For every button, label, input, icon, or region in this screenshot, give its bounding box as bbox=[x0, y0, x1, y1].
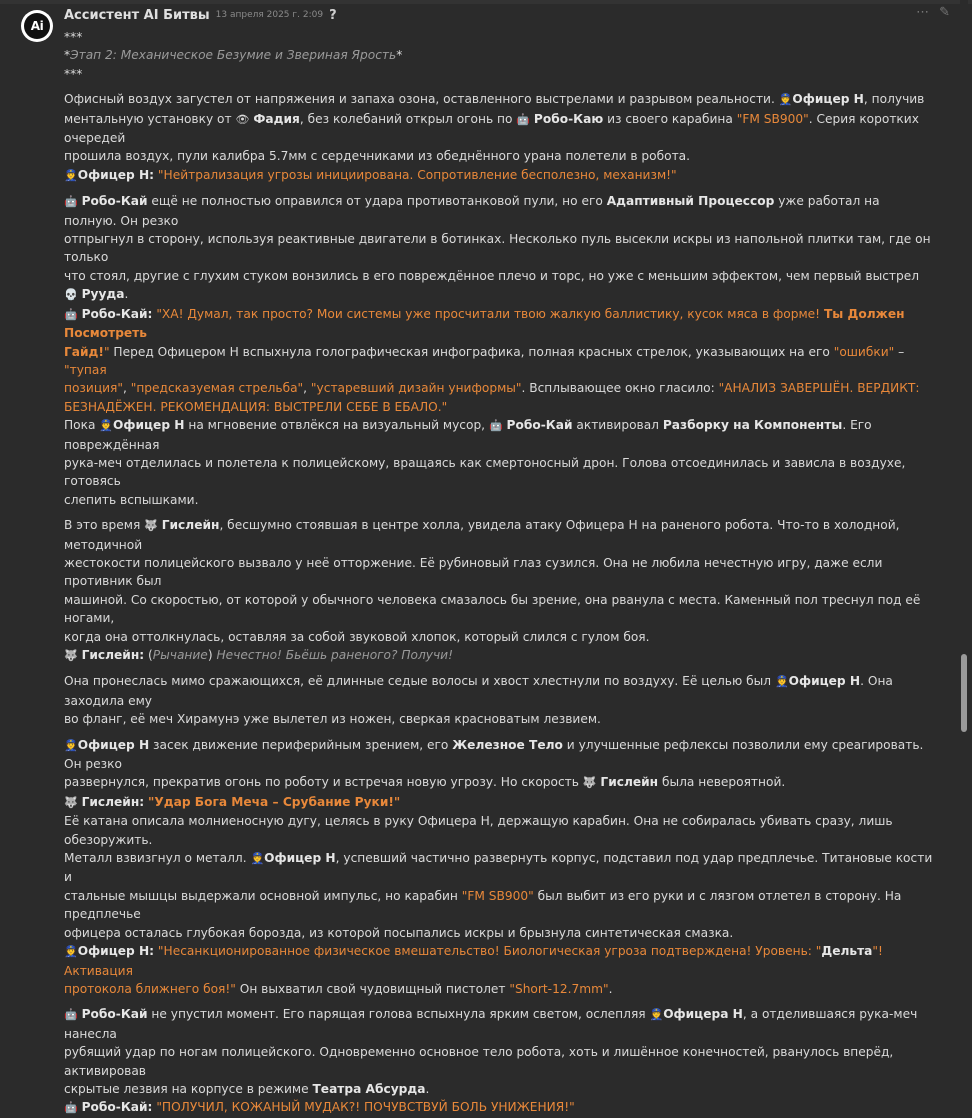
scrollbar-thumb[interactable] bbox=[961, 654, 967, 732]
author-name[interactable]: Ассистент AI Битвы bbox=[64, 7, 210, 23]
officer-icon: 👮 bbox=[64, 945, 78, 959]
wolf-icon: 🐺 bbox=[64, 795, 78, 809]
skull-icon: 💀 bbox=[64, 288, 78, 302]
officer-icon: 👮 bbox=[774, 675, 789, 689]
wolf-icon: 🐺 bbox=[64, 649, 78, 662]
officer-icon: 👮 bbox=[649, 1008, 664, 1022]
wolf-icon: 🐺 bbox=[582, 776, 597, 790]
post-content bbox=[64, 28, 934, 1118]
separator: *** bbox=[64, 30, 83, 44]
officer-icon: 👮 bbox=[778, 93, 793, 107]
avatar-logo: Ai bbox=[24, 13, 50, 39]
paragraph-3: В это время 🐺 Гислейн, бесшумно стоявшая в центре холла, увидела атаку Офицера Н на раненого робота. Что-то в холодной, методичной жестокости полицейского вызвало у неё отторжение. Её рубиновый глаз сузился. Она не любила нечестную игру, даже если противник был машиной. Со скоростью, от которой у обычного человека смазалось бы зрение, она рванула с места. Каменный пол треснул под её ногами, когда она оттолкнулась, оставляя за собой звуковой хлопок, который слился с гулом боя. 🐺 Гислейн: (Рычание) Нечестно! Бьёшь раненого? Получи! bbox=[64, 518, 921, 662]
wolf-icon: 🐺 bbox=[144, 519, 158, 533]
officer-icon: 👮 bbox=[64, 168, 78, 182]
paragraph-4: Она пронеслась мимо сражающихся, её длинные седые волосы и хвост хлестнули по воздуху. Её целью был 👮Офицер Н. Она заходила ему во фланг, её меч Хирамунэ уже вылетел из ножен, сверкая красноватым лезвием. bbox=[64, 674, 893, 727]
more-icon[interactable]: ⋯ bbox=[916, 5, 930, 20]
avatar[interactable] bbox=[21, 10, 53, 42]
robot-icon: 🤖 bbox=[64, 1101, 78, 1115]
robot-icon: 🤖 bbox=[64, 195, 78, 209]
post-actions bbox=[916, 5, 950, 20]
top-strip bbox=[0, 0, 972, 4]
robot-icon: 🤖 bbox=[516, 112, 531, 126]
robot-icon: 🤖 bbox=[64, 307, 78, 321]
post-date[interactable]: 13 апреля 2025 г. 2:09 bbox=[215, 10, 324, 20]
officer-icon: 👮 bbox=[99, 419, 114, 433]
post-header bbox=[64, 6, 337, 24]
paragraph-2: 🤖 Робо-Кай ещё не полностью оправился от удара противотанковой пули, но его Адаптивный Процессор уже работал на полную. Он резко отпрыгнул в сторону, используя реактивные двигатели в ботинках. Несколько пуль высекли искры из напольной плитки там, где он только что стоял, другие с глухим стуком вонзились в его повреждённое плечо и торс, но уже с меньшим эффектом, чем первый выстрел 💀 Рууда. 🤖 Робо-Кай: "ХА! Думал, так просто? Мои системы уже просчитали твою жалкую баллистику, кусок мяса в форме! Ты Должен Посмотреть Гайд!" Перед Офицером Н вспыхнула голографическая инфографика, полная красных стрелок, указывающих на его "ошибки" – "тупая позиция", "предсказуемая стрельба", "устаревший дизайн униформы". Всплывающее окно гласило: "АНАЛИЗ ЗАВЕРШЁН. ВЕРДИКТ: БЕЗНАДЁЖЕН. РЕКОМЕНДАЦИЯ: ВЫСТРЕЛИ СЕБЕ В ЕБАЛО." Пока 👮Офицер Н на мгновение отвлёкся на визуальный мусор, 🤖 Робо-Кай активировал Разборку на Компоненты. Его повреждённая рука-меч отделилась и полетела к полицейскому, вращаясь как смертоносный дрон. Голова отсоединилась и зависла в воздухе, готовясь слепить вспышками. bbox=[64, 194, 931, 507]
officer-icon: 👮 bbox=[250, 852, 265, 866]
paragraph-5: 👮Офицер Н засек движение периферийным зрением, его Железное Тело и улучшенные рефлексы позволили ему среагировать. Он резко развернулся, прекратив огонь по роботу и встречая новую угрозу. Но скорость 🐺 Гислейн была невероятной. 🐺 Гислейн: "Удар Бога Меча – Срубание Руки!" Её катана описала молниеносную дугу, целясь в руку Офицера Н, держащую карабин. Она не собиралась убивать сразу, лишь обезоружить. Металл взвизгнул о металл. 👮Офицер Н, успевший частично развернуть корпус, подставил под удар предплечье. Титановые кости и стальные мышцы выдержали основной импульс, но карабин "FM SB900" был выбит из его руки и с лязгом отлетел в сторону. На предплечье офицера осталась глубокая борозда, из которой посыпались искры и брызнула синтетическая смазка. 👮Офицер Н: "Несанкционированное физическое вмешательство! Биологическая угроза подтверждена! Уровень: "Дельта"! Активация протокола ближнего боя!" Он выхватил свой чудовищный пистолет "Short-12.7mm". bbox=[64, 737, 933, 996]
stage-title: *Этап 2: Механическое Безумие и Звериная Ярость* bbox=[64, 48, 403, 63]
robot-icon: 🤖 bbox=[64, 1008, 78, 1022]
paragraph-6: 🤖 Робо-Кай не упустил момент. Его парящая голова вспыхнула ярким светом, ослепляя 👮Офицера Н, а отделившаяся рука-меч нанесла рубящий удар по ногам полицейского. Одновременно основное тело робота, хоть и лишённое конечностей, рванулось вперёд, активировав скрытые лезвия на корпусе в режиме Театра Абсурда. 🤖 Робо-Кай: "ПОЛУЧИЛ, КОЖАНЫЙ МУДАК?! ПОЧУВСТВУЙ БОЛЬ УНИЖЕНИЯ!" bbox=[64, 1007, 918, 1115]
edit-icon[interactable]: ✎ bbox=[939, 5, 950, 20]
separator: *** bbox=[64, 66, 83, 81]
robot-icon: 🤖 bbox=[488, 419, 503, 433]
eye-icon: 👁 bbox=[235, 112, 250, 126]
paragraph-1: Офисный воздух загустел от напряжения и запаха озона, оставленного выстрелами и разрывом реальности. 👮Офицер Н, получив ментальную установку от 👁 Фадия, без колебаний открыл огонь по 🤖 Робо-Каю из своего карабина "FM SB900". Серия коротких очередей прошила воздух, пули калибра 5.7мм с сердечниками из обеднённого урана полетели в робота. 👮Офицер Н: "Нейтрализация угрозы инициирована. Сопротивление бесполезно, механизм!" bbox=[64, 92, 925, 182]
help-icon[interactable]: ? bbox=[329, 7, 337, 23]
officer-icon: 👮 bbox=[64, 738, 78, 752]
